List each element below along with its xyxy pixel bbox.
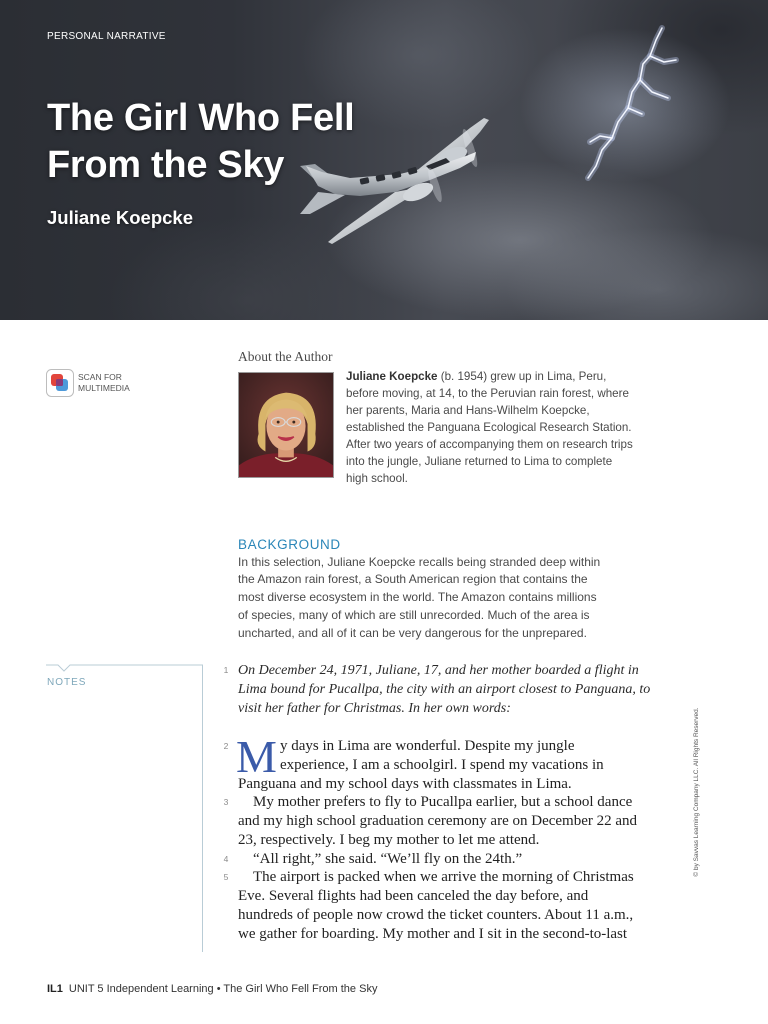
bio-line: After two years of accompanying them on research trips (346, 438, 633, 451)
background-paragraph (238, 554, 600, 643)
multimedia-label-line: MULTIMEDIA (78, 383, 130, 393)
notes-label: NOTES (47, 677, 87, 688)
copyright-notice: © by Savvas Learning Company LLC. All Rights Reserved. (693, 707, 700, 877)
background-line: most diverse ecosystem in the world. The Amazon contains millions (238, 590, 597, 604)
author-name: Juliane Koepcke (346, 370, 438, 383)
text-line: “All right,” she said. “We’ll fly on the 24th.” (253, 850, 523, 867)
text-line: My mother prefers to fly to Pucallpa earlier, but a school dance (253, 794, 633, 811)
bio-line: her parents, Maria and Hans-Wilhelm Koepcke, (346, 404, 590, 417)
bio-line (346, 368, 633, 385)
bio-line: into the jungle, Juliane returned to Lima to complete (346, 455, 613, 468)
text-line: Eve. Several flights had been canceled the day before, and (238, 888, 589, 904)
paragraph-number: 3 (223, 797, 229, 808)
title-line: The Girl Who Fell (47, 97, 355, 139)
header-banner (0, 0, 768, 320)
drop-cap: M (236, 731, 277, 782)
scan-for-multimedia-icon (46, 369, 74, 397)
lightning-bolt (588, 28, 676, 178)
background-line: uncharted, and all of it can be very dangerous for the unprepared. (238, 625, 587, 640)
text-line: y days in Lima are wonderful. Despite my jungle (280, 738, 575, 754)
background-line: the Amazon rain forest, a South American region that contains the (238, 572, 588, 587)
background-heading: BACKGROUND (238, 537, 341, 552)
text-line: The airport is packed when we arrive the morning of Christmas (253, 869, 634, 886)
text-line: we gather for boarding. My mother and I sit in the second-to-last (238, 925, 628, 942)
notes-column-rule (202, 665, 203, 952)
text-line: 23, respectively. I beg my mother to let me attend. (238, 831, 540, 848)
paragraph-number: 4 (223, 853, 229, 864)
paragraph-number: 2 (223, 741, 229, 751)
body-paragraph (238, 793, 678, 849)
bio-line: before moving, at 14, to the Peruvian rain forest, where (346, 387, 629, 400)
text-line: hundreds of people now crowd the ticket counters. About 11 a.m., (238, 906, 634, 923)
section-label: PERSONAL NARRATIVE (47, 31, 166, 42)
body-paragraph (238, 868, 678, 943)
text-line: and my high school graduation ceremony are on December 22 and (238, 813, 638, 829)
text-line: experience, I am a schoolgirl. I spend my vacations in (280, 756, 604, 773)
footer-text: UNIT 5 Independent Learning • The Girl Who Fell From the Sky (68, 983, 378, 995)
text-line: Lima bound for Pucallpa, the city with an airport closest to Panguana, to (238, 682, 651, 697)
text-line: Panguana and my school days with classmates in Lima. (238, 775, 572, 792)
author-photo (238, 372, 334, 478)
multimedia-label-line: SCAN FOR (78, 372, 122, 382)
intro-paragraph (238, 661, 678, 718)
author-byline: Juliane Koepcke (47, 207, 194, 228)
bio-line: established the Panguana Ecological Research Station. (346, 421, 632, 434)
text-line: visit her father for Christmas. In her own words: (238, 701, 511, 716)
notes-divider (46, 660, 206, 674)
author-bio (346, 368, 633, 487)
background-line: of species, many of which are still unrecorded. Much of the area is (238, 607, 590, 622)
paragraph-number: 5 (223, 872, 229, 883)
bio-line: high school. (346, 472, 408, 485)
background-line: In this selection, Juliane Koepcke recalls being stranded deep within (238, 554, 601, 569)
multimedia-label (78, 372, 130, 394)
body-paragraph (238, 737, 678, 793)
paragraph-number: 1 (223, 665, 229, 675)
page-number: IL1 (47, 983, 63, 995)
page-footer (47, 982, 377, 996)
body-paragraph (238, 850, 678, 869)
text-line: On December 24, 1971, Juliane, 17, and her mother boarded a flight in (238, 663, 639, 678)
bio-line-text: (b. 1954) grew up in Lima, Peru, (440, 370, 607, 383)
page-title (47, 95, 354, 189)
title-line: From the Sky (47, 144, 285, 186)
about-author-heading: About the Author (238, 349, 333, 364)
